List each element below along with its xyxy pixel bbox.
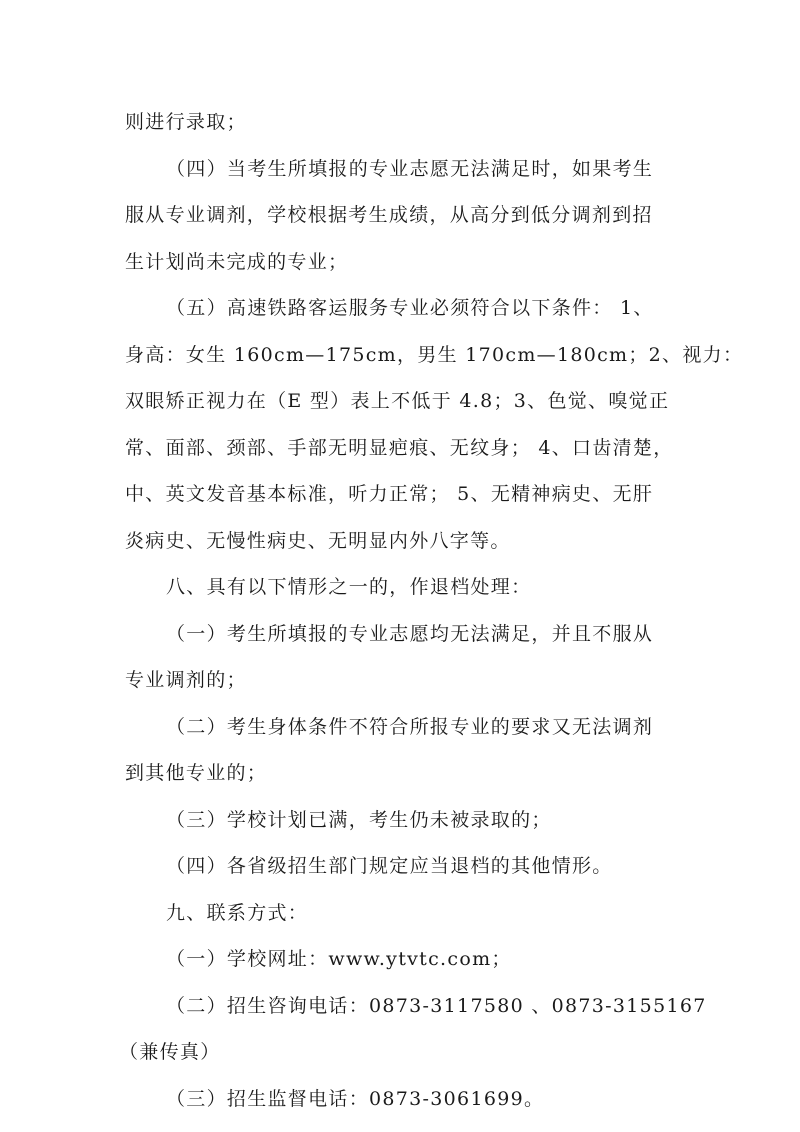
text-line: （四）当考生所填报的专业志愿无法满足时，如果考生: [166, 157, 654, 180]
text-line: 身高：女生 160cm—175cm，男生 170cm—180cm；2、视力：: [125, 343, 744, 366]
text-line: 专业调剂的；: [125, 669, 247, 691]
text-line: 常、面部、颈部、手部无明显疤痕、无纹身； 4、口齿清楚，: [125, 436, 674, 459]
text-line: （三）招生监督电话：0873-3061699。: [166, 1087, 545, 1110]
text-line: 则进行录取；: [125, 111, 247, 133]
text-line: （五）高速铁路客运服务专业必须符合以下条件： 1、: [166, 297, 654, 319]
text-line: 到其他专业的；: [125, 762, 268, 784]
text-line: （一）学校网址：www.ytvtc.com；: [166, 948, 512, 970]
text-line: （二）招生咨询电话：0873-3117580 、0873-3155167: [166, 994, 707, 1017]
text-line: 中、英文发音基本标准，听力正常； 5、无精神病史、无肝: [125, 483, 654, 505]
text-line: 生计划尚未完成的专业；: [125, 250, 349, 273]
text-line: 九、联系方式：: [166, 901, 309, 924]
text-line: （四）各省级招生部门规定应当退档的其他情形。: [166, 855, 613, 877]
text-line: 八、具有以下情形之一的，作退档处理：: [166, 576, 532, 598]
text-line: （一）考生所填报的专业志愿均无法满足，并且不服从: [166, 622, 654, 645]
text-line: （兼传真）: [119, 1041, 221, 1063]
text-line: 服从专业调剂，学校根据考生成绩，从高分到低分调剂到招: [125, 204, 653, 226]
document-body: [119, 99, 744, 1122]
text-line: （三）学校计划已满，考生仍未被录取的；: [166, 808, 552, 831]
text-line: 炎病史、无慢性病史、无明显内外八字等。: [125, 529, 511, 552]
text-line: 双眼矫正视力在（E 型）表上不低于 4.8；3、色觉、嗅觉正: [125, 390, 670, 412]
text-line: （二）考生身体条件不符合所报专业的要求又无法调剂: [166, 715, 654, 738]
